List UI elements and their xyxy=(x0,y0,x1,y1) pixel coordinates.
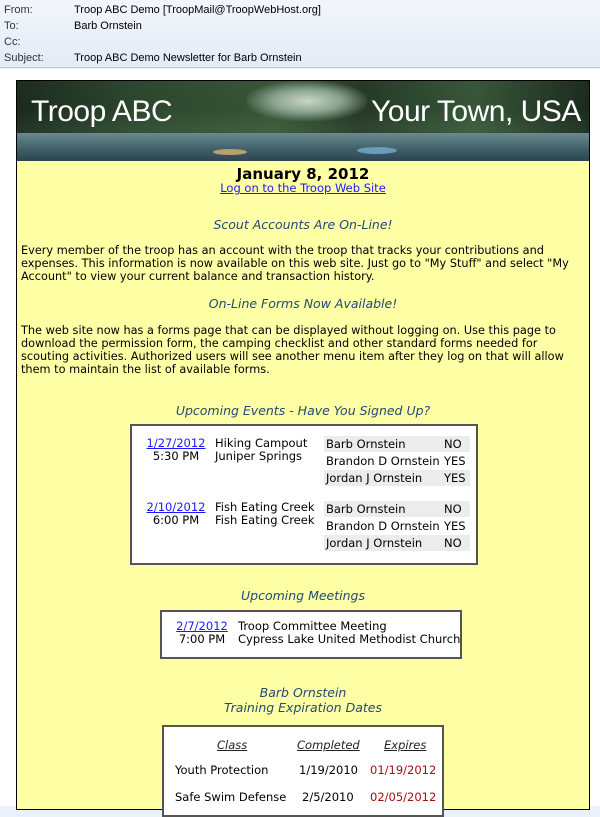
rsvp-row xyxy=(324,518,470,534)
canoe-icon xyxy=(357,147,397,154)
rsvp-name: Barb Ornstein xyxy=(326,437,406,451)
event-name: Fish Eating Creek xyxy=(215,500,315,514)
events-title: Upcoming Events - Have You Signed Up? xyxy=(175,403,431,418)
meeting-date-link[interactable]: 2/7/2012 xyxy=(176,619,228,633)
rsvp-row xyxy=(324,436,470,452)
event-time: 6:00 PM xyxy=(152,513,200,527)
newsletter-date: January 8, 2012 xyxy=(236,165,370,183)
rsvp-answer: YES xyxy=(444,519,466,533)
event-place: Juniper Springs xyxy=(215,449,303,463)
training-class: Youth Protection xyxy=(175,763,269,777)
rsvp-row xyxy=(324,535,470,551)
rsvp-answer: YES xyxy=(444,454,466,468)
training-expires: 01/19/2012 xyxy=(370,763,437,777)
meeting-name-cell xyxy=(238,620,460,646)
rsvp-answer: NO xyxy=(444,536,462,550)
rsvp-name: Brandon D Ornstein xyxy=(326,519,440,533)
rsvp-answer: YES xyxy=(444,471,466,485)
training-expires: 02/05/2012 xyxy=(370,790,437,804)
training-header-class: Class xyxy=(217,738,248,752)
banner-water xyxy=(17,133,589,161)
banner-troop-title: Troop ABC xyxy=(31,95,173,128)
rsvp-row xyxy=(324,470,470,486)
event-date-link[interactable]: 1/27/2012 xyxy=(146,436,206,450)
training-completed: 1/19/2010 xyxy=(299,763,358,777)
training-class: Safe Swim Defense xyxy=(175,790,287,804)
rsvp-row xyxy=(324,501,470,517)
subject-value: Troop ABC Demo Newsletter for Barb Ornstein xyxy=(74,52,302,64)
meeting-time: 7:00 PM xyxy=(178,632,226,646)
event-date-link[interactable]: 2/10/2012 xyxy=(146,500,206,514)
training-title: Training Expiration Dates xyxy=(224,700,382,715)
rsvp-name: Jordan J Ornstein xyxy=(326,471,423,485)
section-body-accounts: Every member of the troop has an account with the troop that tracks your contributions and expenses. This information is now available on this web site. Just go to "My Stuff" and select "My Account" to view your current balance and transaction history. xyxy=(21,244,569,283)
meetings-table xyxy=(160,610,462,659)
training-header-expires: Expires xyxy=(384,738,427,752)
meetings-title: Upcoming Meetings xyxy=(241,588,365,603)
meeting-date-cell xyxy=(170,620,234,646)
meeting-name: Troop Committee Meeting xyxy=(238,619,387,633)
banner-town-title: Your Town, USA xyxy=(371,95,581,128)
rsvp-name: Brandon D Ornstein xyxy=(326,454,440,468)
to-label: To: xyxy=(4,20,19,32)
training-person: Barb Ornstein xyxy=(259,685,347,700)
meeting-place: Cypress Lake United Methodist Church xyxy=(238,632,461,646)
to-value[interactable]: Barb Ornstein xyxy=(74,20,142,32)
email-header xyxy=(0,0,600,68)
section-title-forms: On-Line Forms Now Available! xyxy=(208,296,398,311)
section-body-forms: The web site now has a forms page that can be displayed without logging on. Use this page to download the permission form, the camping checklist and other standard forms needed for scouting activities. Authorized users will see another menu item after they log on that will allow them to maintain the list of available forms. xyxy=(21,324,564,376)
rsvp-answer: NO xyxy=(444,502,462,516)
event-time: 5:30 PM xyxy=(152,449,200,463)
training-header-completed: Completed xyxy=(297,738,360,752)
section-title-accounts: Scout Accounts Are On-Line! xyxy=(213,217,393,232)
from-label: From: xyxy=(4,4,33,16)
training-table xyxy=(162,725,444,817)
banner-sky xyxy=(247,81,367,121)
logon-link[interactable]: Log on to the Troop Web Site xyxy=(220,181,386,195)
rsvp-name: Jordan J Ornstein xyxy=(326,536,423,550)
canoe-icon xyxy=(213,149,247,155)
training-completed: 2/5/2010 xyxy=(302,790,354,804)
event-date-cell xyxy=(144,501,208,527)
rsvp-answer: NO xyxy=(444,437,462,451)
event-name-cell xyxy=(215,437,307,463)
newsletter-banner xyxy=(17,81,589,161)
from-value[interactable]: Troop ABC Demo [TroopMail@TroopWebHost.org] xyxy=(74,4,321,16)
event-name-cell xyxy=(215,501,315,527)
rsvp-row xyxy=(324,453,470,469)
rsvp-name: Barb Ornstein xyxy=(326,502,406,516)
event-date-cell xyxy=(144,437,208,463)
events-table xyxy=(130,424,478,565)
event-place: Fish Eating Creek xyxy=(215,513,315,527)
newsletter-card xyxy=(16,80,590,810)
cc-label: Cc: xyxy=(4,36,21,48)
event-name: Hiking Campout xyxy=(215,436,308,450)
subject-label: Subject: xyxy=(4,52,44,64)
